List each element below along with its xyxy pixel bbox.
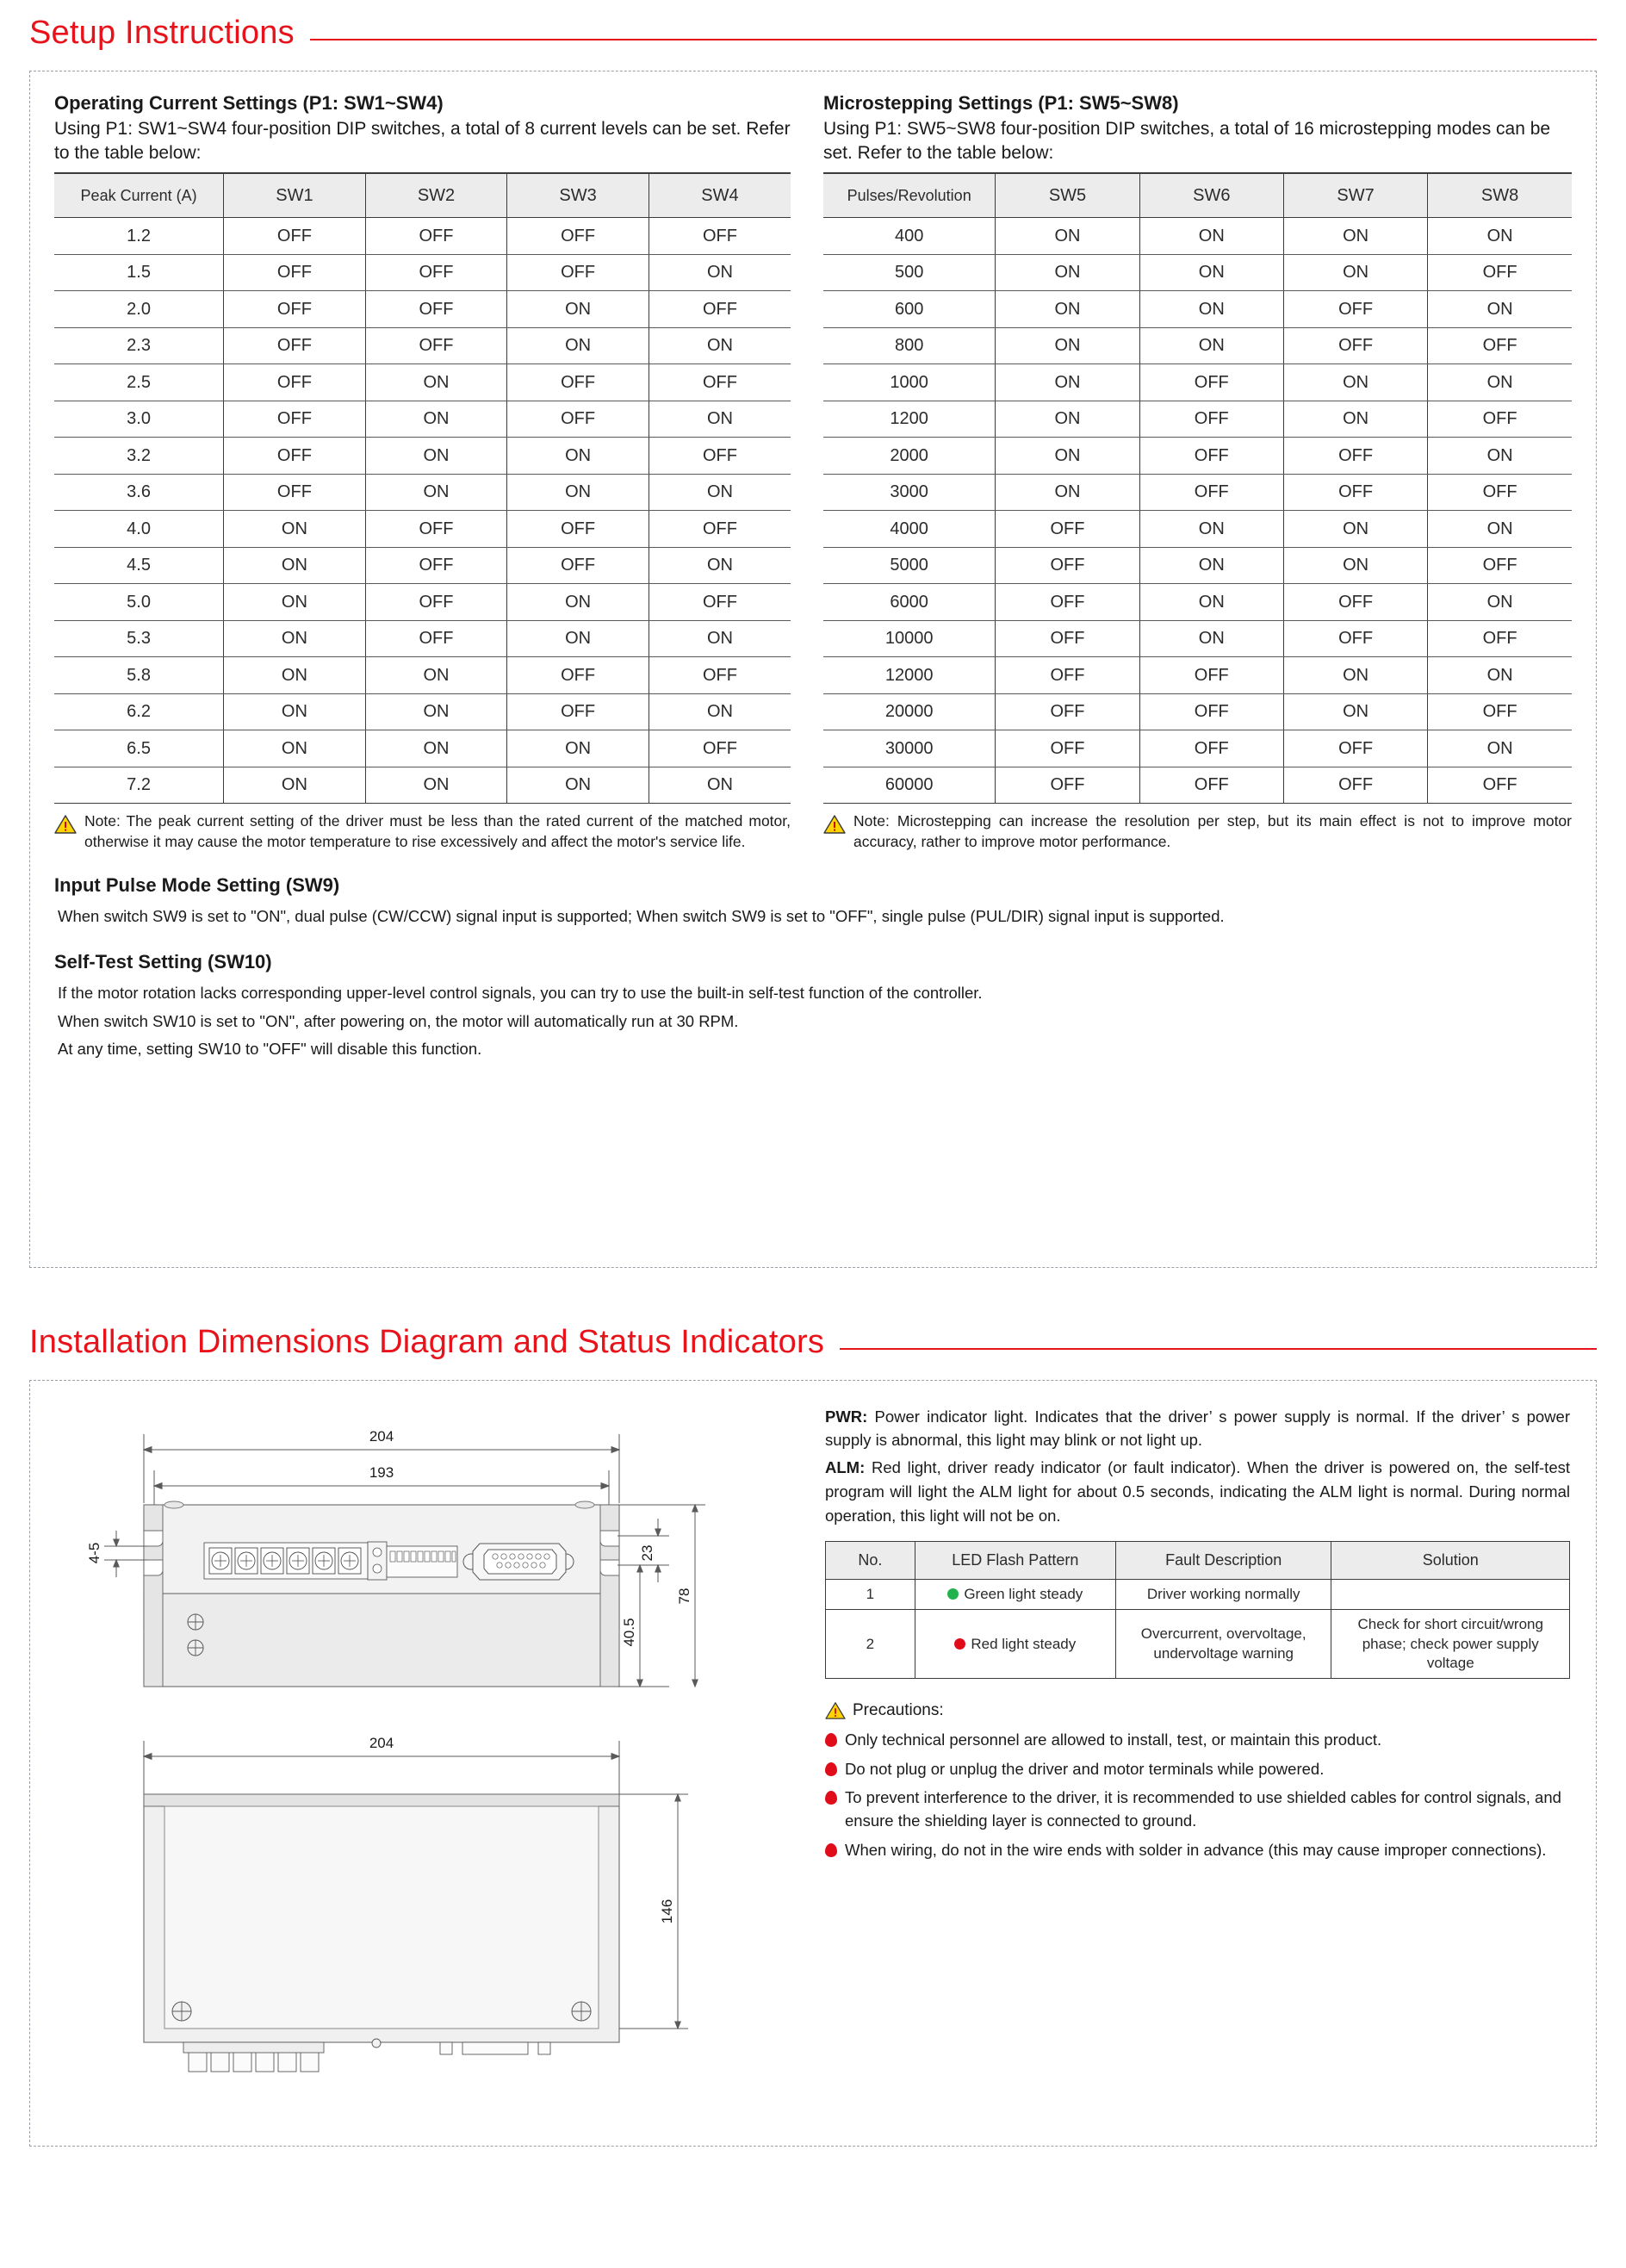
switch-state-cell: ON — [507, 767, 649, 804]
led-flash-pattern-cell — [915, 1610, 1115, 1678]
dim-40-5: 40.5 — [621, 1618, 637, 1647]
table-row — [823, 620, 1572, 657]
table-row — [54, 254, 791, 291]
switch-state-cell: ON — [996, 327, 1139, 364]
precautions-list — [825, 1729, 1570, 1862]
precaution-text: When wiring, do not in the wire ends with solder in advance (this may cause improper connections). — [845, 1840, 1547, 1859]
table-row — [823, 547, 1572, 584]
peak-current-value-cell: 6.5 — [54, 730, 224, 767]
self-test-line2: When switch SW10 is set to "ON", after powering on, the motor will automatically run at 30 RPM. — [58, 1011, 739, 1030]
table-row — [823, 291, 1572, 328]
switch-state-cell: ON — [1428, 438, 1572, 475]
switch-state-cell: OFF — [996, 620, 1139, 657]
switch-state-cell: ON — [1428, 364, 1572, 401]
switch-state-cell: OFF — [1428, 767, 1572, 804]
microstepping-settings-description: Using P1: SW5~SW8 four-position DIP switches, a total of 16 microstepping modes can be set. Refer to the table below: — [823, 119, 1551, 164]
led-row-number: 1 — [826, 1580, 915, 1610]
col-header-solution: Solution — [1331, 1542, 1570, 1580]
switch-state-cell: ON — [1139, 547, 1283, 584]
switch-state-cell: ON — [1428, 291, 1572, 328]
fault-description-cell: Overcurrent, overvoltage, undervoltage warning — [1115, 1610, 1331, 1678]
pulses-per-rev-value-cell: 600 — [823, 291, 996, 328]
switch-state-cell: ON — [224, 620, 366, 657]
switch-state-cell: ON — [1428, 730, 1572, 767]
pulses-per-rev-value-cell: 3000 — [823, 474, 996, 511]
table-row — [823, 474, 1572, 511]
switch-state-cell: OFF — [1283, 620, 1427, 657]
table-row — [823, 511, 1572, 548]
self-test-title: Self-Test Setting (SW10) — [54, 950, 272, 972]
switch-state-cell: ON — [1139, 511, 1283, 548]
col-header-sw5: SW5 — [996, 173, 1139, 218]
install-header-rule — [840, 1348, 1597, 1350]
switch-state-cell: OFF — [365, 584, 507, 621]
pulses-per-rev-value-cell: 500 — [823, 254, 996, 291]
alm-label: ALM: — [825, 1458, 866, 1477]
alm-description — [825, 1456, 1570, 1527]
table-row — [54, 547, 791, 584]
switch-state-cell: ON — [365, 767, 507, 804]
table-row — [54, 730, 791, 767]
pulses-per-rev-value-cell: 12000 — [823, 657, 996, 694]
dim-78: 78 — [676, 1588, 692, 1605]
switch-state-cell: OFF — [365, 291, 507, 328]
switch-state-cell: OFF — [1428, 547, 1572, 584]
switch-state-cell: OFF — [649, 584, 791, 621]
microstepping-settings-title: Microstepping Settings (P1: SW5~SW8) — [823, 91, 1179, 114]
switch-state-cell: ON — [649, 547, 791, 584]
microstepping-settings-note-text: Note: Microstepping can increase the resolution per step, but its main effect is not to improve motor accuracy, rather to improve motor performance. — [853, 812, 1572, 850]
table-row — [823, 657, 1572, 694]
switch-state-cell: OFF — [1283, 474, 1427, 511]
switch-state-cell: ON — [996, 474, 1139, 511]
switch-state-cell: ON — [1283, 254, 1427, 291]
peak-current-value-cell: 2.0 — [54, 291, 224, 328]
col-header-peak-current: Peak Current (A) — [54, 173, 224, 218]
red-bullet-icon — [825, 1843, 837, 1857]
switch-state-cell: OFF — [224, 327, 366, 364]
peak-current-value-cell: 2.3 — [54, 327, 224, 364]
self-test-line1: If the motor rotation lacks corresponding upper-level control signals, you can try to use the built-in self-test function of the controller. — [58, 983, 983, 1002]
switch-state-cell: ON — [649, 254, 791, 291]
switch-state-cell: ON — [507, 620, 649, 657]
install-content — [30, 1381, 1596, 2053]
switch-state-cell: OFF — [996, 767, 1139, 804]
switch-state-cell: OFF — [507, 254, 649, 291]
switch-state-cell: ON — [224, 767, 366, 804]
switch-state-cell: ON — [1283, 218, 1427, 255]
install-section-header — [29, 1268, 1597, 1361]
setup-header-rule — [310, 39, 1597, 40]
col-header-sw4: SW4 — [649, 173, 791, 218]
pulses-per-rev-value-cell: 1000 — [823, 364, 996, 401]
switch-state-cell: ON — [1428, 584, 1572, 621]
peak-current-value-cell: 4.0 — [54, 511, 224, 548]
table-row — [54, 327, 791, 364]
switch-state-cell: ON — [224, 584, 366, 621]
switch-state-cell: OFF — [1283, 730, 1427, 767]
table-header-row — [826, 1542, 1570, 1580]
switch-state-cell: ON — [365, 474, 507, 511]
switch-state-cell: OFF — [507, 657, 649, 694]
dim-204-front: 204 — [369, 1427, 394, 1445]
peak-current-value-cell: 5.8 — [54, 657, 224, 694]
switch-state-cell: ON — [1139, 291, 1283, 328]
switch-state-cell: OFF — [365, 620, 507, 657]
col-header-sw2: SW2 — [365, 173, 507, 218]
switch-state-cell: ON — [1139, 254, 1283, 291]
switch-state-cell: OFF — [649, 657, 791, 694]
switch-state-cell: ON — [1283, 657, 1427, 694]
switch-state-cell: OFF — [507, 218, 649, 255]
peak-current-value-cell: 4.5 — [54, 547, 224, 584]
switch-state-cell: OFF — [224, 364, 366, 401]
switch-state-cell: ON — [1283, 364, 1427, 401]
col-header-sw1: SW1 — [224, 173, 366, 218]
switch-state-cell: OFF — [996, 511, 1139, 548]
microstepping-settings-block — [813, 90, 1572, 852]
switch-state-cell: OFF — [649, 438, 791, 475]
switch-state-cell: OFF — [649, 291, 791, 328]
led-status-table — [825, 1541, 1570, 1678]
table-header-row — [54, 173, 791, 218]
table-row — [54, 584, 791, 621]
switch-state-cell: OFF — [1139, 767, 1283, 804]
led-pattern-label: Green light steady — [964, 1586, 1083, 1603]
switch-state-cell: ON — [507, 730, 649, 767]
switch-state-cell: OFF — [224, 474, 366, 511]
switch-state-cell: ON — [507, 584, 649, 621]
table-row — [54, 401, 791, 438]
switch-state-cell: ON — [224, 547, 366, 584]
switch-state-cell: ON — [507, 327, 649, 364]
led-color-dot-icon — [954, 1638, 965, 1650]
switch-state-cell: ON — [996, 438, 1139, 475]
switch-state-cell: OFF — [649, 218, 791, 255]
switch-state-cell: ON — [1139, 218, 1283, 255]
peak-current-value-cell: 5.0 — [54, 584, 224, 621]
precaution-item — [825, 1839, 1570, 1862]
pulses-per-rev-value-cell: 60000 — [823, 767, 996, 804]
switch-state-cell: ON — [224, 657, 366, 694]
col-header-sw8: SW8 — [1428, 173, 1572, 218]
dim-23: 23 — [639, 1544, 655, 1562]
peak-current-value-cell: 7.2 — [54, 767, 224, 804]
switch-state-cell: ON — [224, 693, 366, 730]
switch-state-cell: OFF — [224, 218, 366, 255]
precaution-text: Only technical personnel are allowed to install, test, or maintain this product. — [845, 1730, 1382, 1749]
col-header-pulses-revolution: Pulses/Revolution — [823, 173, 996, 218]
switch-state-cell: ON — [224, 511, 366, 548]
dim-193: 193 — [369, 1463, 394, 1481]
switch-state-cell: OFF — [507, 693, 649, 730]
dimension-drawings — [56, 1405, 813, 2027]
red-bullet-icon — [825, 1762, 837, 1776]
pulses-per-rev-value-cell: 20000 — [823, 693, 996, 730]
switch-state-cell: ON — [224, 730, 366, 767]
switch-state-cell: OFF — [1139, 657, 1283, 694]
table-row — [823, 693, 1572, 730]
table-row — [823, 218, 1572, 255]
switch-state-cell: ON — [507, 474, 649, 511]
switch-state-cell: OFF — [649, 730, 791, 767]
peak-current-value-cell: 3.2 — [54, 438, 224, 475]
switch-state-cell: OFF — [224, 401, 366, 438]
switch-state-cell: OFF — [1139, 438, 1283, 475]
switch-state-cell: OFF — [1139, 401, 1283, 438]
switch-state-cell: ON — [649, 620, 791, 657]
switch-state-cell: OFF — [365, 547, 507, 584]
pulses-per-rev-value-cell: 5000 — [823, 547, 996, 584]
precautions-title: Precautions: — [853, 1700, 944, 1719]
switch-state-cell: ON — [507, 291, 649, 328]
table-row — [823, 767, 1572, 804]
switch-state-cell: OFF — [507, 547, 649, 584]
switch-state-cell: OFF — [649, 511, 791, 548]
table-row — [823, 730, 1572, 767]
switch-state-cell: ON — [649, 767, 791, 804]
pwr-text: Power indicator light. Indicates that the driver’ s power supply is normal. If the driver’ s power supply is abnormal, this light may blink or not light up. — [825, 1407, 1570, 1450]
pulses-per-rev-value-cell: 10000 — [823, 620, 996, 657]
switch-state-cell: OFF — [365, 327, 507, 364]
switch-state-cell: OFF — [507, 364, 649, 401]
switch-state-cell: OFF — [1139, 364, 1283, 401]
switch-state-cell: OFF — [1428, 401, 1572, 438]
col-header-sw7: SW7 — [1283, 173, 1427, 218]
pulses-per-rev-value-cell: 800 — [823, 327, 996, 364]
table-row — [54, 438, 791, 475]
switch-state-cell: ON — [1428, 218, 1572, 255]
self-test-block — [30, 951, 1596, 1061]
switch-state-cell: OFF — [507, 401, 649, 438]
table-row — [823, 584, 1572, 621]
precaution-item — [825, 1786, 1570, 1833]
red-bullet-icon — [825, 1791, 837, 1805]
switch-state-cell: ON — [1139, 584, 1283, 621]
input-pulse-mode-line1: When switch SW9 is set to "ON", dual pulse (CW/CCW) signal input is supported; When switch SW9 is set to "OFF", single pulse (PUL/DIR) signal input is supported. — [58, 906, 1225, 925]
pulses-per-rev-value-cell: 30000 — [823, 730, 996, 767]
pulses-per-rev-value-cell: 4000 — [823, 511, 996, 548]
current-settings-description: Using P1: SW1~SW4 four-position DIP switches, a total of 8 current levels can be set. Refer to the table below: — [54, 119, 791, 164]
solution-cell — [1331, 1580, 1570, 1610]
switch-state-cell: OFF — [1283, 584, 1427, 621]
precautions-header — [825, 1701, 1570, 1720]
switch-state-cell: OFF — [996, 547, 1139, 584]
table-row — [823, 401, 1572, 438]
alm-text: Red light, driver ready indicator (or fault indicator). When the driver is powered on, the self-test program will light the ALM light for about 0.5 seconds, indicating the ALM light is normal. During normal operation, this light will not be on. — [825, 1458, 1570, 1525]
switch-state-cell: OFF — [1139, 693, 1283, 730]
switch-state-cell: OFF — [996, 657, 1139, 694]
led-row-number: 2 — [826, 1610, 915, 1678]
pulses-per-rev-value-cell: 2000 — [823, 438, 996, 475]
input-pulse-mode-block — [30, 874, 1596, 929]
table-row — [54, 218, 791, 255]
dim-4-5: 4-5 — [86, 1542, 102, 1563]
switch-state-cell: ON — [1139, 327, 1283, 364]
switch-state-cell: OFF — [1283, 291, 1427, 328]
setup-section-header — [29, 0, 1597, 52]
switch-state-cell: ON — [365, 693, 507, 730]
current-settings-title: Operating Current Settings (P1: SW1~SW4) — [54, 91, 444, 114]
col-header-fault-description: Fault Description — [1115, 1542, 1331, 1580]
switch-state-cell: OFF — [1283, 767, 1427, 804]
switch-state-cell: OFF — [365, 254, 507, 291]
switch-state-cell: ON — [507, 438, 649, 475]
current-settings-table — [54, 172, 791, 805]
table-row — [54, 511, 791, 548]
pwr-label: PWR: — [825, 1407, 868, 1426]
install-section-title: Installation Dimensions Diagram and Status Indicators — [29, 1323, 825, 1360]
pulses-per-rev-value-cell: 400 — [823, 218, 996, 255]
dim-204-top: 204 — [369, 1734, 394, 1751]
switch-state-cell: OFF — [224, 254, 366, 291]
pwr-description — [825, 1405, 1570, 1453]
dim-146: 146 — [659, 1898, 675, 1923]
front-view-drawing — [51, 1400, 723, 1744]
col-header-sw3: SW3 — [507, 173, 649, 218]
switch-state-cell: ON — [1283, 547, 1427, 584]
col-header-no: No. — [826, 1542, 915, 1580]
switch-state-cell: OFF — [365, 511, 507, 548]
led-flash-pattern-cell — [915, 1580, 1115, 1610]
table-row — [54, 474, 791, 511]
led-color-dot-icon — [947, 1588, 959, 1600]
table-row — [54, 364, 791, 401]
table-header-row — [823, 173, 1572, 218]
table-row — [823, 364, 1572, 401]
table-row — [54, 693, 791, 730]
switch-state-cell: ON — [1283, 401, 1427, 438]
warning-triangle-icon — [825, 1701, 846, 1720]
led-pattern-label: Red light steady — [971, 1635, 1077, 1652]
precaution-text: Do not plug or unplug the driver and motor terminals while powered. — [845, 1759, 1325, 1778]
table-row — [826, 1580, 1570, 1610]
switch-state-cell: ON — [1283, 511, 1427, 548]
switch-state-cell: ON — [365, 401, 507, 438]
table-row — [54, 291, 791, 328]
peak-current-value-cell: 6.2 — [54, 693, 224, 730]
current-settings-block — [54, 90, 813, 852]
table-row — [54, 767, 791, 804]
col-header-sw6: SW6 — [1139, 173, 1283, 218]
pulses-per-rev-value-cell: 6000 — [823, 584, 996, 621]
switch-state-cell: OFF — [1428, 254, 1572, 291]
current-settings-note-text: Note: The peak current setting of the driver must be less than the rated current of the matched motor, otherwise it may cause the motor temperature to rise excessively and affect the motor's service life. — [84, 812, 791, 850]
switch-state-cell: OFF — [1428, 693, 1572, 730]
switch-state-cell: OFF — [224, 438, 366, 475]
warning-triangle-icon — [54, 814, 77, 835]
settings-columns — [30, 71, 1596, 852]
switch-state-cell: ON — [996, 364, 1139, 401]
switch-state-cell: ON — [365, 364, 507, 401]
switch-state-cell: ON — [996, 218, 1139, 255]
switch-state-cell: OFF — [1283, 438, 1427, 475]
microstepping-settings-note — [823, 811, 1572, 852]
table-row — [823, 327, 1572, 364]
col-header-led-flash-pattern: LED Flash Pattern — [915, 1542, 1115, 1580]
warning-triangle-icon — [823, 814, 846, 835]
self-test-line3: At any time, setting SW10 to "OFF" will disable this function. — [58, 1040, 482, 1059]
switch-state-cell: ON — [996, 291, 1139, 328]
switch-state-cell: OFF — [649, 364, 791, 401]
pulses-per-rev-value-cell: 1200 — [823, 401, 996, 438]
setup-panel — [29, 71, 1597, 1268]
switch-state-cell: OFF — [1428, 620, 1572, 657]
solution-cell: Check for short circuit/wrong phase; check power supply voltage — [1331, 1610, 1570, 1678]
peak-current-value-cell: 2.5 — [54, 364, 224, 401]
fault-description-cell: Driver working normally — [1115, 1580, 1331, 1610]
install-panel — [29, 1380, 1597, 2147]
top-view-drawing — [51, 1715, 723, 2094]
switch-state-cell: ON — [1139, 620, 1283, 657]
precaution-item — [825, 1729, 1570, 1752]
switch-state-cell: OFF — [1428, 474, 1572, 511]
microstepping-settings-table — [823, 172, 1572, 805]
current-settings-note — [54, 811, 791, 852]
peak-current-value-cell: 3.6 — [54, 474, 224, 511]
switch-state-cell: OFF — [507, 511, 649, 548]
switch-state-cell: OFF — [1139, 730, 1283, 767]
input-pulse-mode-title: Input Pulse Mode Setting (SW9) — [54, 873, 340, 896]
switch-state-cell: ON — [996, 401, 1139, 438]
switch-state-cell: ON — [996, 254, 1139, 291]
peak-current-value-cell: 1.5 — [54, 254, 224, 291]
setup-section-title: Setup Instructions — [29, 15, 295, 51]
precaution-item — [825, 1758, 1570, 1781]
table-row — [823, 254, 1572, 291]
switch-state-cell: ON — [649, 693, 791, 730]
status-indicator-info — [813, 1405, 1570, 2027]
switch-state-cell: ON — [1428, 511, 1572, 548]
switch-state-cell: OFF — [224, 291, 366, 328]
switch-state-cell: OFF — [1428, 327, 1572, 364]
switch-state-cell: ON — [365, 438, 507, 475]
switch-state-cell: ON — [1283, 693, 1427, 730]
switch-state-cell: OFF — [365, 218, 507, 255]
peak-current-value-cell: 1.2 — [54, 218, 224, 255]
peak-current-value-cell: 3.0 — [54, 401, 224, 438]
switch-state-cell: ON — [649, 401, 791, 438]
switch-state-cell: OFF — [996, 584, 1139, 621]
switch-state-cell: OFF — [1283, 327, 1427, 364]
peak-current-value-cell: 5.3 — [54, 620, 224, 657]
switch-state-cell: ON — [649, 327, 791, 364]
precautions-block — [825, 1701, 1570, 1862]
table-row — [823, 438, 1572, 475]
switch-state-cell: ON — [1428, 657, 1572, 694]
red-bullet-icon — [825, 1733, 837, 1747]
table-row — [54, 620, 791, 657]
switch-state-cell: OFF — [996, 730, 1139, 767]
switch-state-cell: OFF — [1139, 474, 1283, 511]
table-row — [826, 1610, 1570, 1678]
table-row — [54, 657, 791, 694]
precaution-text: To prevent interference to the driver, it is recommended to use shielded cables for control signals, and ensure the shielding layer is connected to ground. — [845, 1788, 1561, 1830]
switch-state-cell: ON — [649, 474, 791, 511]
switch-state-cell: ON — [365, 657, 507, 694]
switch-state-cell: OFF — [996, 693, 1139, 730]
switch-state-cell: ON — [365, 730, 507, 767]
